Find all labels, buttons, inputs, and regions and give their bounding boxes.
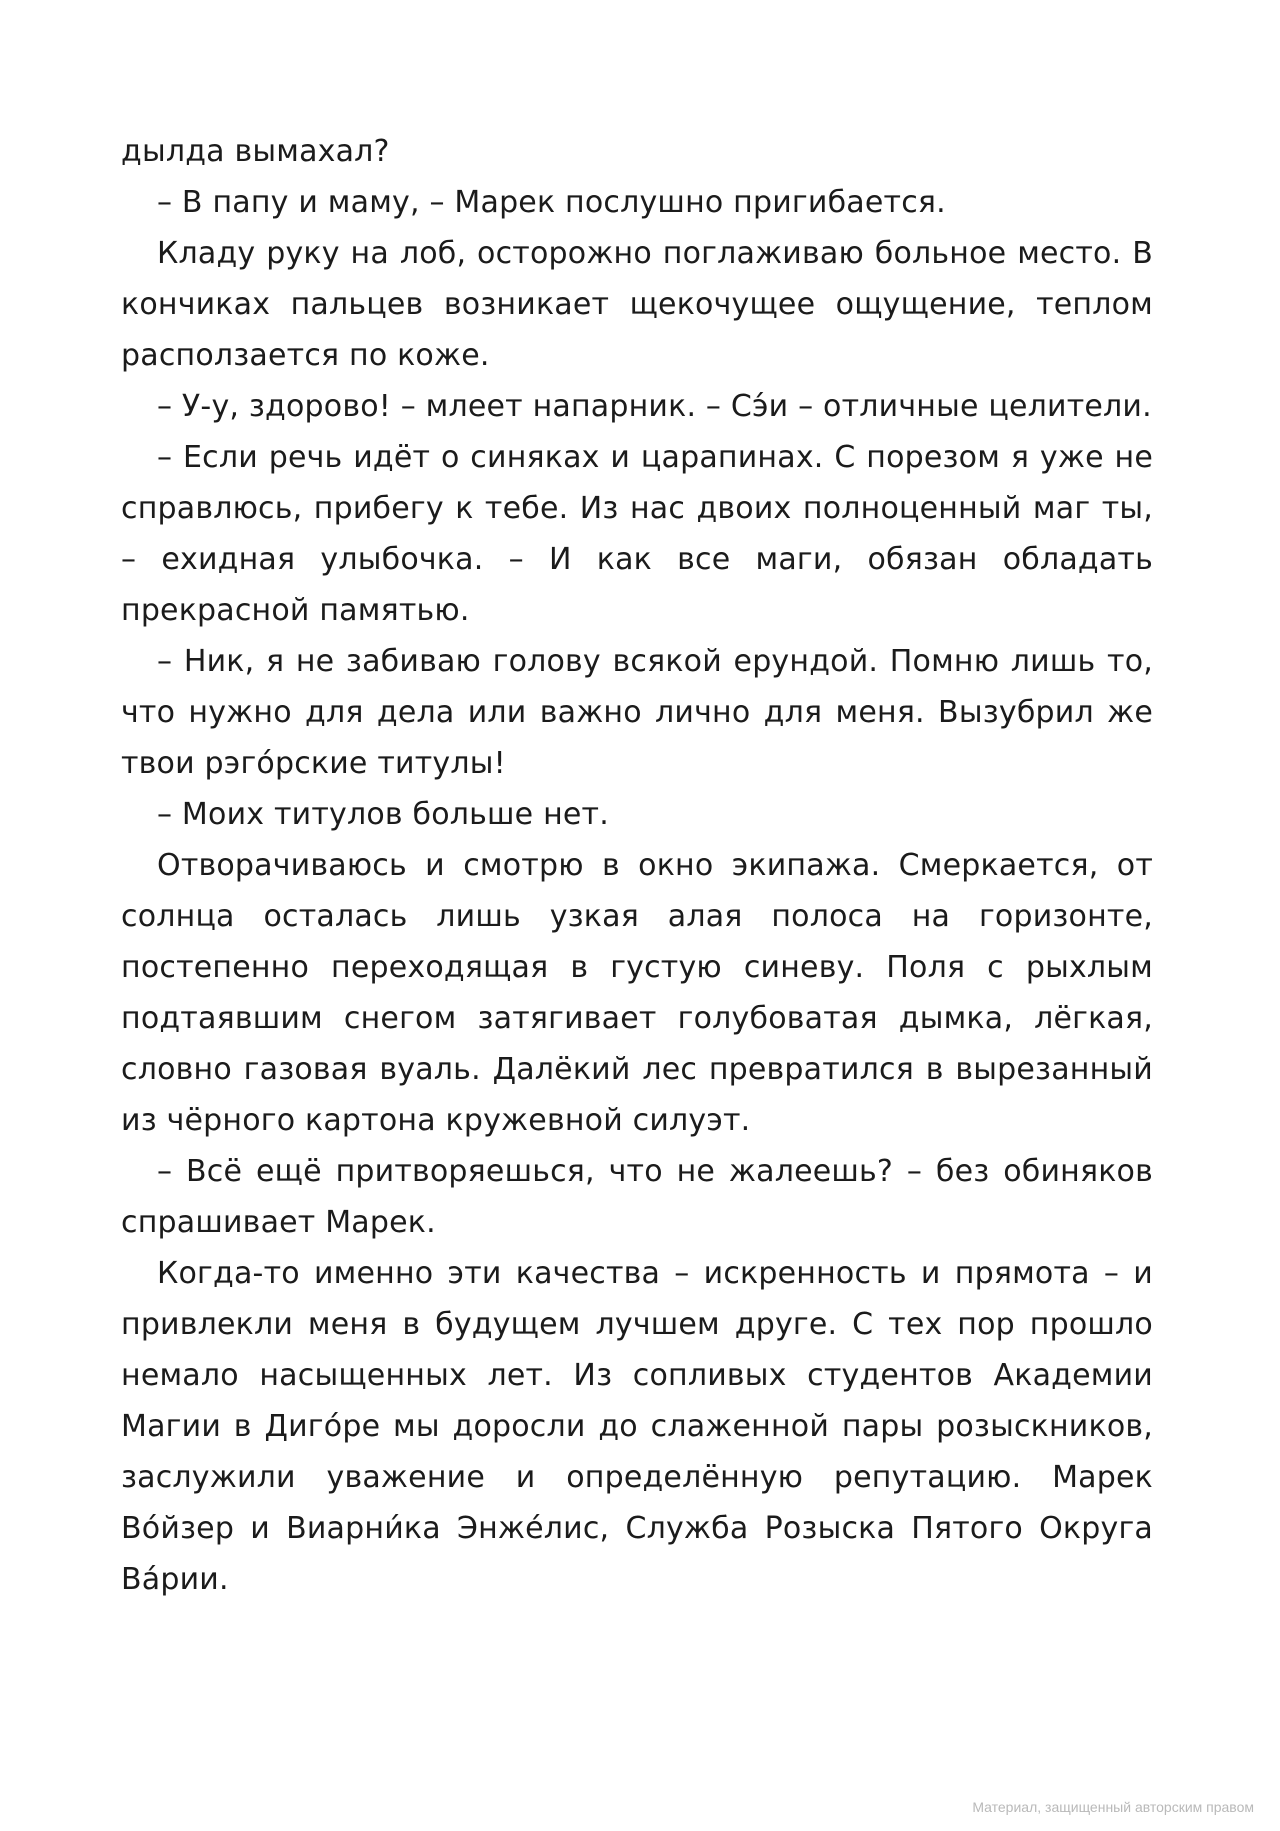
paragraph-4: – У-у, здорово! – млеет напарник. – Сэ́и – отличные целители. bbox=[157, 389, 1152, 424]
paragraph-9: – Всё ещё притворяешься, что не жалеешь? – без обиняков спрашивает Марек. bbox=[121, 1154, 1153, 1240]
paragraph-6: – Ник, я не забиваю голову всякой ерундой. Помню лишь то, что нужно для дела или важно лично для меня. Вызубрил же твои рэго́рские титулы! bbox=[121, 644, 1153, 781]
paragraph-8: Отворачиваюсь и смотрю в окно экипажа. Смеркается, от солнца осталась лишь узкая алая полоса на горизонте, постепенно переходящая в густую синеву. Поля с рыхлым подтаявшим снегом затягивает голубоватая дымка, лёгкая, словно газовая вуаль. Далёкий лес превратился в вырезанный из чёрного картона кружевной силуэт. bbox=[121, 848, 1153, 1138]
book-page-text bbox=[121, 126, 1153, 1605]
paragraph-7: – Моих титулов больше нет. bbox=[157, 797, 609, 832]
paragraph-10: Когда-то именно эти качества – искренность и прямота – и привлекли меня в будущем лучшем друге. С тех пор прошло немало насыщенных лет. Из сопливых студентов Академии Магии в Диго́ре мы доросли до слаженной пары розыскников, заслужили уважение и определённую репутацию. Марек Во́йзер и Виарни́ка Энже́лис, Служба Розыска Пятого Округа Ва́рии. bbox=[121, 1256, 1153, 1597]
paragraph-1: дылда вымахал? bbox=[121, 134, 390, 169]
paragraph-5: – Если речь идёт о синяках и царапинах. С порезом я уже не справлюсь, прибегу к тебе. Из нас двоих полноценный маг ты, – ехидная улыбочка. – И как все маги, обязан обладать прекрасной памятью. bbox=[121, 440, 1153, 628]
paragraph-2: – В папу и маму, – Марек послушно пригибается. bbox=[157, 185, 946, 220]
copyright-watermark: Материал, защищенный авторским правом bbox=[972, 1799, 1254, 1815]
paragraph-3: Кладу руку на лоб, осторожно поглаживаю больное место. В кончиках пальцев возникает щекочущее ощущение, теплом расползается по коже. bbox=[121, 236, 1153, 373]
